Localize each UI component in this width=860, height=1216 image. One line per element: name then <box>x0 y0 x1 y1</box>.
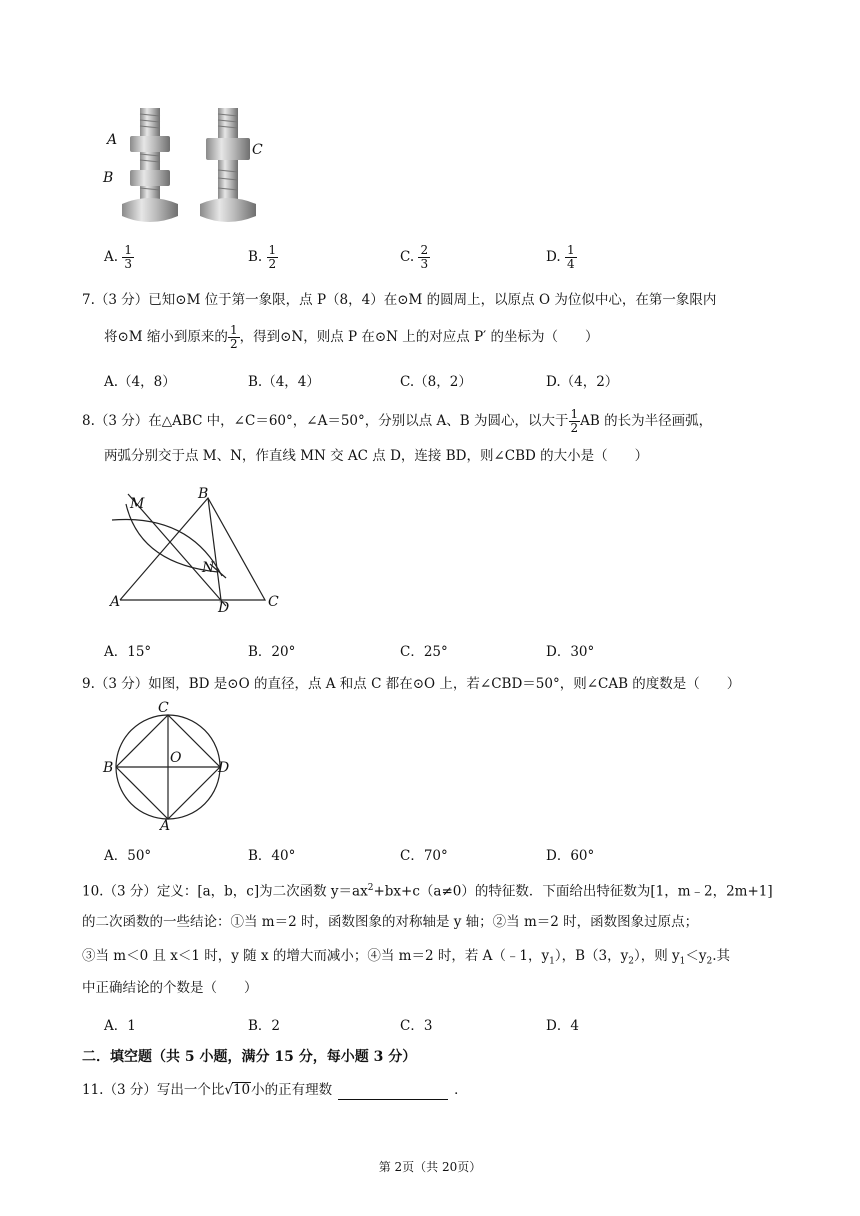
q8-option-d[interactable]: D．30° <box>546 644 595 660</box>
q9-option-c[interactable]: C．70° <box>400 848 448 864</box>
q7-text-a: 将⊙M 缩小到原来的 <box>104 329 228 345</box>
numerator: 1 <box>570 407 579 421</box>
q6-option-d[interactable] <box>546 244 577 271</box>
denominator: 3 <box>420 257 429 271</box>
option-letter: A. <box>104 249 119 265</box>
q11-text-c: ． <box>454 1082 468 1098</box>
q8-text-a: 8.（3 分）在△ABC 中，∠C＝60°，∠A＝50°，分别以点 A、B 为圆心，以大于 <box>82 413 569 429</box>
q7-option-b[interactable]: B.（4，4） <box>248 374 320 390</box>
q7-fraction <box>228 324 240 351</box>
denominator: 2 <box>268 257 277 271</box>
subscript: 2 <box>706 956 713 967</box>
sqrt-symbol: √ <box>224 1082 233 1098</box>
numerator: 2 <box>420 243 429 257</box>
option-fraction <box>267 244 279 271</box>
q10-stem-line3 <box>82 946 730 972</box>
label-d: D <box>218 760 230 776</box>
q10-text-a: 10.（3 分）定义：[a，b，c]为二次函数 y＝ax <box>82 883 368 900</box>
segment-bd <box>208 498 221 600</box>
option-letter: B. <box>248 249 263 265</box>
q6-option-b[interactable] <box>248 244 278 271</box>
q7-option-a[interactable]: A.（4，8） <box>104 374 176 390</box>
denominator: 3 <box>124 257 132 271</box>
label-c: C <box>268 594 279 610</box>
label-m: M <box>130 496 145 512</box>
q10-text-3c: ），则 y <box>633 948 680 964</box>
q9-option-b[interactable]: B．40° <box>248 848 296 864</box>
q10-option-a[interactable]: A．1 <box>104 1018 136 1034</box>
q9-option-d[interactable]: D．60° <box>546 848 595 864</box>
label-a: A <box>160 818 171 834</box>
q7-option-c[interactable]: C.（8，2） <box>400 374 472 390</box>
bolt-label-a: A <box>107 132 118 148</box>
subscript: 1 <box>549 956 555 967</box>
denominator: 4 <box>566 257 575 271</box>
q10-text-3a: ③当 m＜0 且 x＜1 时，y 随 x 的增大而减小；④当 m＝2 时，若 A（﹣1，y <box>82 948 550 964</box>
q10-option-c[interactable]: C．3 <box>400 1018 433 1034</box>
label-b: B <box>198 486 209 502</box>
radicand: 10 <box>232 1082 251 1098</box>
q8-option-b[interactable]: B．20° <box>248 644 296 660</box>
label-a: A <box>110 594 121 610</box>
q10-stem-line1 <box>82 878 773 902</box>
q9-stem-line1: 9.（3 分）如图，BD 是⊙O 的直径，点 A 和点 C 都在⊙O 上，若∠CBD＝50°，则∠CAB 的度数是（ ） <box>82 676 741 692</box>
triangle-figure <box>100 484 290 620</box>
subscript: 1 <box>679 956 686 967</box>
denominator: 2 <box>229 337 238 351</box>
q6-option-c[interactable] <box>400 244 430 271</box>
option-fraction <box>418 244 430 271</box>
label-o: O <box>170 750 182 766</box>
q10-text-3d: ＜y <box>685 948 707 964</box>
q7-option-d[interactable]: D.（4，2） <box>546 374 619 390</box>
answer-blank[interactable] <box>338 1085 448 1100</box>
q10-exponent: 2 <box>367 883 374 893</box>
q7-stem-line1: 7.（3 分）已知⊙M 位于第一象限，点 P（8，4）在⊙M 的圆周上，以原点 O 为位似中心，在第一象限内 <box>82 292 717 308</box>
bolts-image <box>100 104 280 234</box>
section-heading-fill-in: 二．填空题（共 5 小题，满分 15 分，每小题 3 分） <box>82 1049 417 1065</box>
q10-text-3e: .其 <box>712 948 731 964</box>
label-n: N <box>202 560 215 576</box>
q10-text-b: +bx+c（a≠0）的特征数．下面给出特征数为[1，m﹣2，2m+1] <box>373 883 773 900</box>
q8-fraction <box>569 408 581 435</box>
q10-option-d[interactable]: D．4 <box>546 1018 579 1034</box>
denominator: 2 <box>570 421 579 435</box>
q10-option-b[interactable]: B．2 <box>248 1018 281 1034</box>
q10-text-3b: ），B（3，y <box>554 948 629 964</box>
q9-option-a[interactable]: A．50° <box>104 848 152 864</box>
q8-text-b: AB 的长为半径画弧， <box>580 413 713 429</box>
option-letter: D. <box>546 249 561 265</box>
bolt-label-c: C <box>252 142 263 158</box>
q6-option-a[interactable] <box>104 244 134 271</box>
q8-stem-line2: 两弧分别交于点 M、N，作直线 MN 交 AC 点 D，连接 BD，则∠CBD 的大小是（ ） <box>104 448 649 464</box>
option-fraction <box>565 244 577 271</box>
page-footer: 第 2页（共 20页） <box>378 1160 482 1174</box>
triangle-abc <box>120 498 265 600</box>
bolt-label-b: B <box>103 170 114 186</box>
q8-option-c[interactable]: C．25° <box>400 644 448 660</box>
option-letter: C. <box>400 249 415 265</box>
q8-stem-line1 <box>82 408 712 435</box>
label-d: D <box>218 600 230 616</box>
subscript: 2 <box>628 956 634 967</box>
option-fraction <box>122 244 134 271</box>
label-c: C <box>158 700 169 716</box>
q8-option-a[interactable]: A．15° <box>104 644 152 660</box>
numerator: 1 <box>268 243 277 257</box>
q11-stem-line <box>82 1080 468 1100</box>
q11-text-a: 11.（3 分）写出一个比 <box>82 1082 225 1098</box>
q10-stem-line2: 的二次函数的一些结论：①当 m＝2 时，函数图象的对称轴是 y 轴；②当 m＝2 时，函数图象过原点； <box>82 914 699 930</box>
numerator: 1 <box>124 243 132 257</box>
q11-text-b: 小的正有理数 <box>251 1082 333 1098</box>
numerator: 1 <box>229 323 238 337</box>
numerator: 1 <box>566 243 575 257</box>
bolts-figure <box>100 104 280 234</box>
q7-stem-line2 <box>104 324 599 351</box>
q7-text-b: ，得到⊙N，则点 P 在⊙N 上的对应点 P′ 的坐标为（ ） <box>239 329 599 345</box>
q10-stem-line4: 中正确结论的个数是（ ） <box>82 980 258 996</box>
label-b: B <box>103 760 114 776</box>
